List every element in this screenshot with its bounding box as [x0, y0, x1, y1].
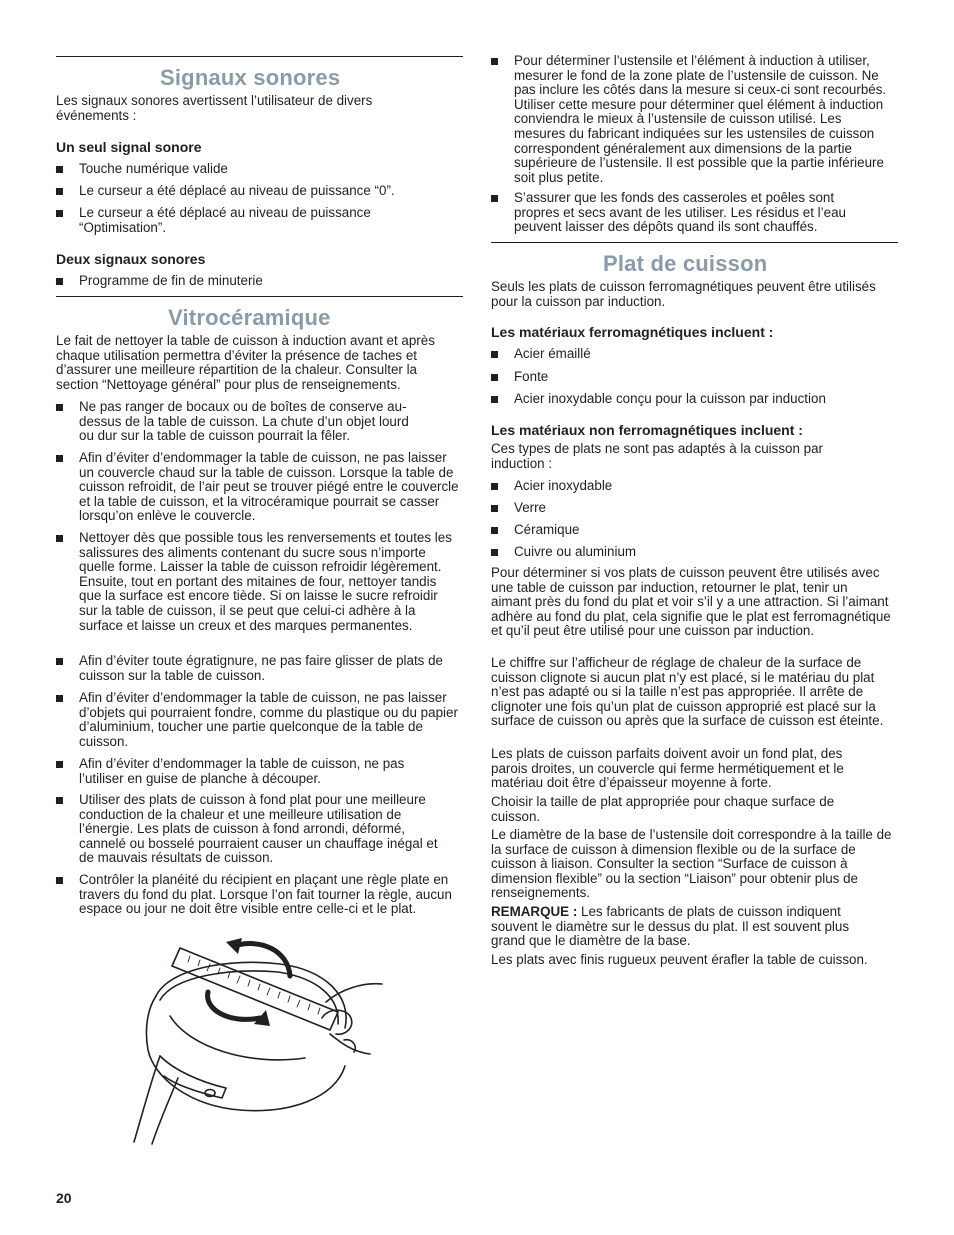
- pan-body: [146, 996, 345, 1111]
- section-rule: [491, 242, 898, 243]
- signaux-intro: Les signaux sonores avertissent l’utilisateur de divers événements :: [56, 93, 373, 123]
- plat-title: Plat de cuisson: [603, 251, 768, 276]
- plat-note: [491, 905, 876, 949]
- plat-para-3: Les plats de cuisson parfaits doivent avoir un fond plat, des parois droites, un couvercle qui ferme hermétiquement et le matériau doit être d’épaisseur moyenne à forte.: [491, 746, 844, 791]
- bullet-icon: [56, 695, 63, 702]
- bullet-icon: [491, 195, 498, 202]
- plat-para-4: Choisir la taille de plat appropriée pour chaque surface de cuisson.: [491, 794, 835, 824]
- bullet-icon: [56, 455, 63, 462]
- plat-para-1: Pour déterminer si vos plats de cuisson peuvent être utilisés avec une table de cuisson par induction, retourner le plat, tenir un aimant près du fond du plat et voir s’il y a une attraction. Si l’aimant adhère au fond du plat, cela signifie que le plat est ferromagnétique et qu’il peut être utilisé pour une cuisson par induction.: [491, 565, 891, 639]
- plat-intro: Seuls les plats de cuisson ferromagnétiques peuvent être utilisés pour la cuisson par induction.: [491, 279, 876, 309]
- section-rule: [56, 56, 463, 57]
- bullet-icon: [56, 210, 63, 217]
- bullet-icon: [56, 404, 63, 411]
- bullet-icon: [56, 278, 63, 285]
- bullet-icon: [491, 396, 498, 403]
- plat-para-5: Le diamètre de la base de l’ustensile doit correspondre à la taille de la surface de cuisson à dimension flexible ou de la surface de cuisson à liaison. Consulter la section “Surface de cuisson à dimension flexible” ou la section “Liaison” pour obtenir plus de renseignements.: [491, 827, 892, 901]
- bullet-icon: [491, 483, 498, 490]
- non-ferro-intro: Ces types de plats ne sont pas adaptés à la cuisson par induction :: [491, 441, 823, 471]
- bullet-icon: [56, 166, 63, 173]
- bullet-icon: [56, 658, 63, 665]
- non-ferro-heading: Les matériaux non ferromagnétiques incluent :: [491, 422, 803, 438]
- bullet-icon: [491, 505, 498, 512]
- pan-handle: [134, 1056, 160, 1142]
- bullet-icon: [491, 351, 498, 358]
- ferro-heading: Les matériaux ferromagnétiques incluent :: [491, 324, 774, 340]
- bullet-icon: [56, 188, 63, 195]
- rotate-arrow-icon: [208, 992, 260, 1019]
- bullet-icon: [491, 527, 498, 534]
- pan-ruler-illustration: [130, 938, 390, 1148]
- vitro-title: Vitrocéramique: [168, 305, 331, 330]
- bullet-icon: [491, 374, 498, 381]
- signaux-title: Signaux sonores: [160, 65, 341, 90]
- bullet-icon: [491, 549, 498, 556]
- bullet-icon: [56, 877, 63, 884]
- bullet-icon: [56, 797, 63, 804]
- plat-para-6: Les plats avec finis rugueux peuvent érafler la table de cuisson.: [491, 952, 868, 967]
- un-seul-heading: Un seul signal sonore: [56, 139, 202, 155]
- note-label: REMARQUE :: [491, 904, 578, 919]
- page-number: 20: [56, 1190, 72, 1206]
- hand: [326, 984, 382, 1002]
- note-text: Les fabricants de plats de cuisson indiquent souvent le diamètre sur le dessus du plat. Il est souvent plus grand que le diamètre de la base.: [491, 904, 850, 949]
- bullet-icon: [56, 535, 63, 542]
- deux-heading: Deux signaux sonores: [56, 251, 206, 267]
- bullet-icon: [491, 58, 498, 65]
- section-rule: [56, 296, 463, 297]
- bullet-icon: [56, 761, 63, 768]
- vitro-intro: Le fait de nettoyer la table de cuisson à induction avant et après chaque utilisation permettra d’éviter la présence de taches et d’assurer une meilleure répartition de la chaleur. Consulter la section “Nettoyage général” pour plus de renseignements.: [56, 333, 435, 392]
- plat-para-2: Le chiffre sur l’afficheur de réglage de chaleur de la surface de cuisson clignote si aucun plat n’y est placé, si le matériau du plat n’est pas adapté ou si la taille n’est pas appropriée. Il arrête de clignoter une fois qu’un plat de cuisson approprié est placé sur la surface de cuisson ou après que la surface de cuisson est éteinte.: [491, 655, 884, 729]
